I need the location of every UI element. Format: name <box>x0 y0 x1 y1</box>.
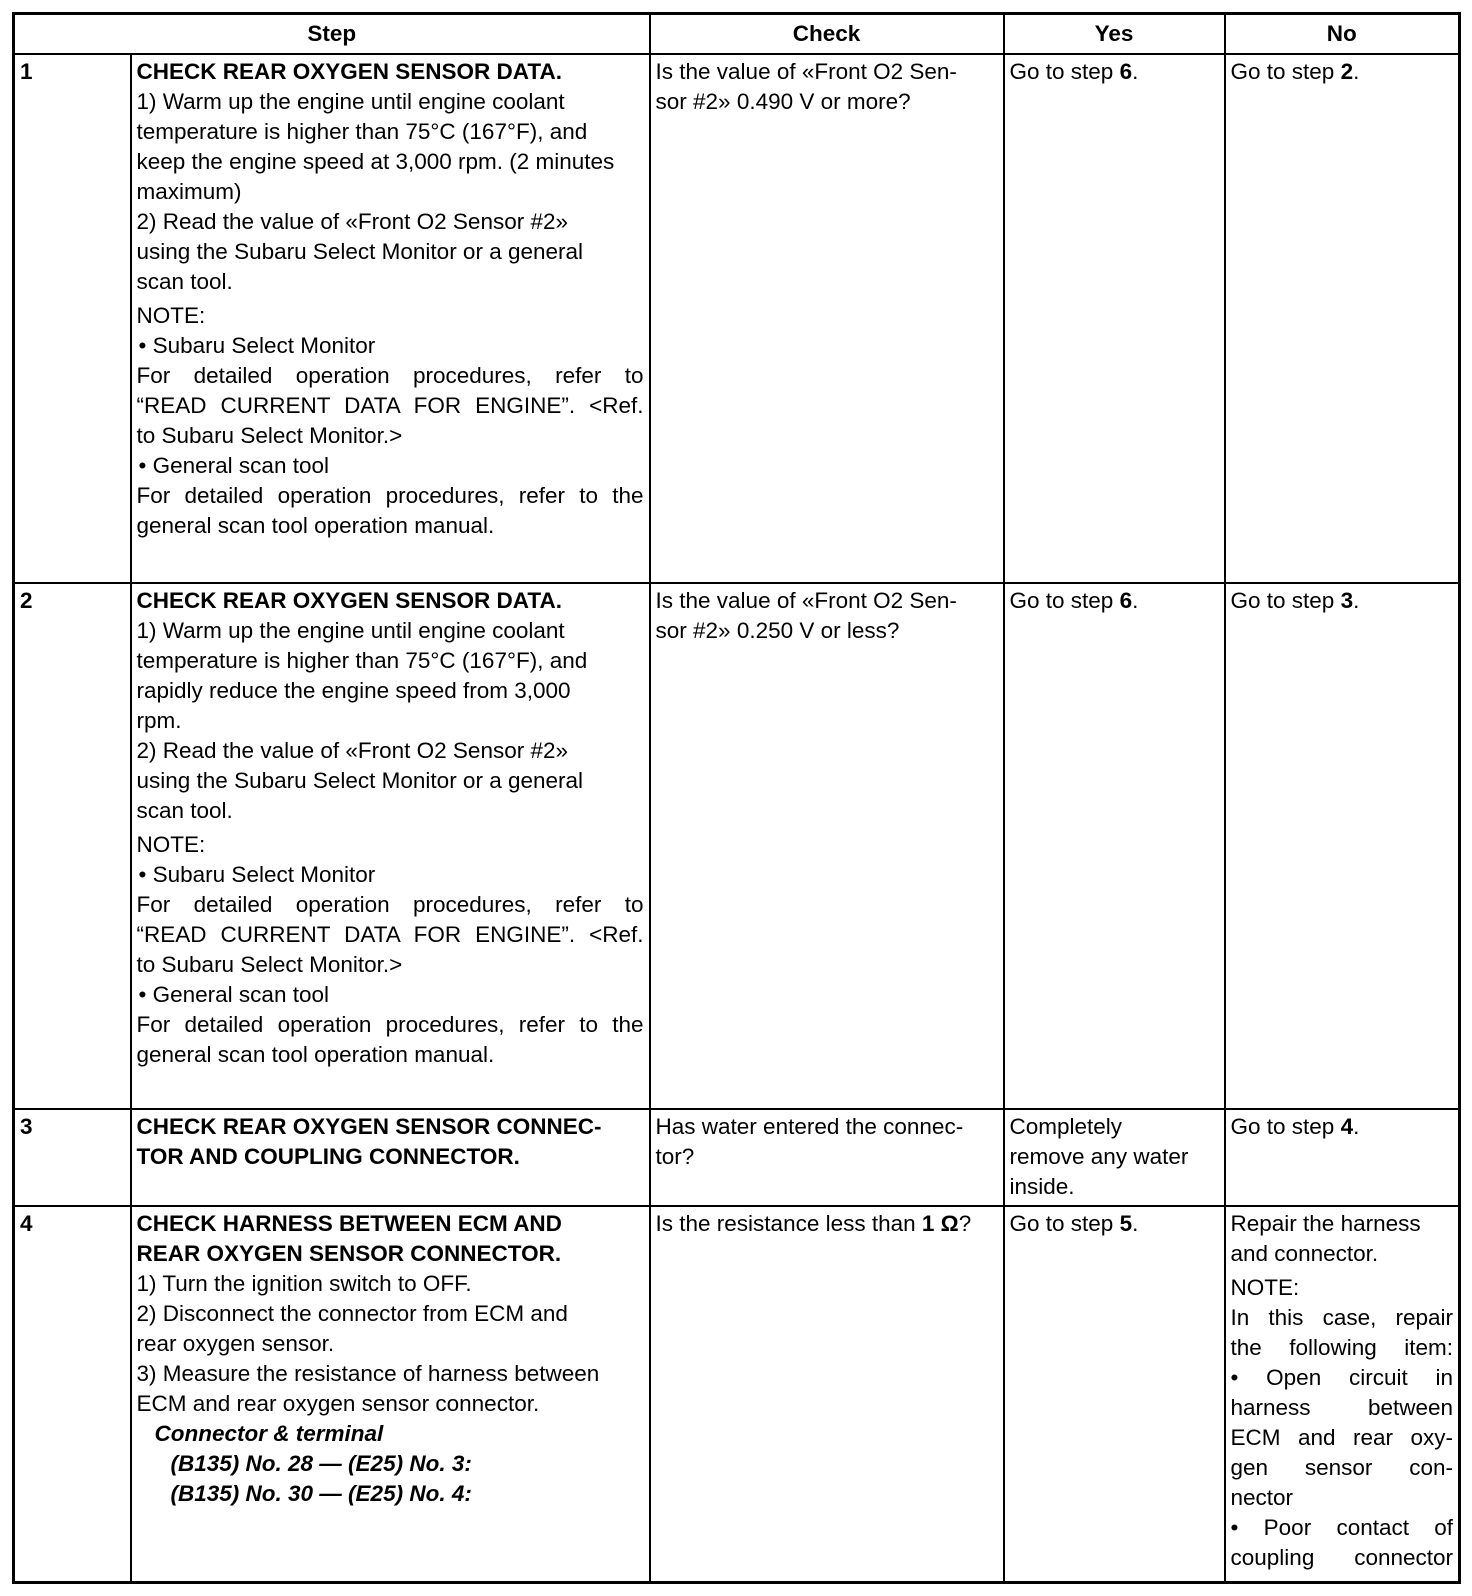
yes-text: Go to step <box>1009 59 1120 85</box>
step-number: 1 <box>14 54 131 583</box>
no-step-number: 2 <box>1340 59 1354 85</box>
connector-terminal-pair: (B135) No. 28 — (E25) No. 3: <box>170 1450 472 1476</box>
no-text: ECM and rear oxy- <box>1230 1424 1454 1450</box>
check-text: Is the value of «Front O2 Sen- <box>655 59 957 85</box>
no-text: harness between <box>1230 1394 1454 1420</box>
no-text: and connector. <box>1230 1240 1379 1266</box>
step-title: TOR AND COUPLING CONNECTOR. <box>136 1144 520 1170</box>
yes-cell <box>1004 1109 1225 1206</box>
no-step-number: 3 <box>1340 588 1354 614</box>
no-text: Repair the harness <box>1230 1210 1421 1236</box>
no-cell: Go to step 2. <box>1225 54 1460 583</box>
step-text: 2) Read the value of «Front O2 Sensor #2» <box>136 738 569 764</box>
step-text: rpm. <box>136 708 182 734</box>
table-row <box>14 1206 1460 1583</box>
yes-step-number: 6 <box>1119 59 1133 85</box>
step-text: 3) Measure the resistance of harness between <box>136 1360 600 1386</box>
check-text: tor? <box>655 1144 695 1170</box>
check-cell <box>650 1109 1004 1206</box>
step-text: 1) Warm up the engine until engine coolant <box>136 89 565 115</box>
yes-cell: Go to step 6. <box>1004 583 1225 1109</box>
step-description <box>131 583 650 1109</box>
no-text: • Open circuit in <box>1230 1364 1454 1390</box>
table-row <box>14 1109 1460 1206</box>
step-title: CHECK REAR OXYGEN SENSOR DATA. <box>136 588 562 614</box>
no-cell: Go to step 3. <box>1225 583 1460 1109</box>
yes-step-number: 5 <box>1119 1210 1133 1236</box>
no-text: Go to step <box>1230 588 1341 614</box>
connector-terminal-pair: (B135) No. 30 — (E25) No. 4: <box>170 1480 472 1506</box>
note-label: NOTE: <box>136 832 206 858</box>
connector-terminal-label: Connector & terminal <box>154 1420 384 1446</box>
no-text: Go to step <box>1230 59 1341 85</box>
no-cell <box>1225 1206 1460 1583</box>
note-bullet: • General scan tool <box>138 453 329 479</box>
no-cell: Go to step 4. <box>1225 1109 1460 1206</box>
step-text: 2) Read the value of «Front O2 Sensor #2» <box>136 209 569 235</box>
note-text: general scan tool operation manual. <box>136 1042 495 1068</box>
step-title: REAR OXYGEN SENSOR CONNECTOR. <box>136 1240 562 1266</box>
note-text: “READ CURRENT DATA FOR ENGINE”. <Ref. <box>136 393 644 419</box>
check-text: sor #2» 0.250 V or less? <box>655 618 900 644</box>
yes-cell: Go to step 5. <box>1004 1206 1225 1583</box>
step-description <box>131 1206 650 1583</box>
header-step: Step <box>14 14 650 55</box>
header-yes: Yes <box>1004 14 1225 55</box>
header-check: Check <box>650 14 1004 55</box>
step-text: 1) Warm up the engine until engine coolant <box>136 618 565 644</box>
header-no: No <box>1225 14 1460 55</box>
check-cell <box>650 1206 1004 1583</box>
step-text: temperature is higher than 75°C (167°F), and <box>136 648 588 674</box>
step-title: CHECK HARNESS BETWEEN ECM AND <box>136 1210 562 1236</box>
step-text: rapidly reduce the engine speed from 3,000 <box>136 678 571 704</box>
check-cell <box>650 583 1004 1109</box>
no-text: nector <box>1230 1484 1294 1510</box>
step-title: CHECK REAR OXYGEN SENSOR DATA. <box>136 59 562 85</box>
note-text: For detailed operation procedures, refer to <box>136 363 644 389</box>
note-text: For detailed operation procedures, refer to the <box>136 1012 644 1038</box>
yes-cell: Go to step 6. <box>1004 54 1225 583</box>
check-text: Is the value of «Front O2 Sen- <box>655 588 957 614</box>
no-text: coupling connector <box>1230 1544 1454 1570</box>
no-text: Go to step <box>1230 1114 1341 1140</box>
step-description <box>131 1109 650 1206</box>
yes-step-number: 6 <box>1119 588 1133 614</box>
check-text: Has water entered the connec- <box>655 1114 964 1140</box>
note-text: For detailed operation procedures, refer to <box>136 892 644 918</box>
note-text: “READ CURRENT DATA FOR ENGINE”. <Ref. <box>136 922 644 948</box>
step-title: CHECK REAR OXYGEN SENSOR CONNEC- <box>136 1114 602 1140</box>
note-label: NOTE: <box>136 303 206 329</box>
check-cell <box>650 54 1004 583</box>
yes-text: Go to step <box>1009 1210 1120 1236</box>
check-value: 1 Ω <box>921 1210 959 1236</box>
note-text: general scan tool operation manual. <box>136 513 495 539</box>
step-text: using the Subaru Select Monitor or a general <box>136 768 584 794</box>
step-text: scan tool. <box>136 269 233 295</box>
diagnostic-table <box>12 12 1461 1584</box>
step-text: maximum) <box>136 179 242 205</box>
check-text: sor #2» 0.490 V or more? <box>655 89 911 115</box>
yes-text: Go to step <box>1009 588 1120 614</box>
step-text: keep the engine speed at 3,000 rpm. (2 minutes <box>136 149 615 175</box>
header-row <box>14 14 1460 55</box>
table-row <box>14 54 1460 583</box>
step-text: 2) Disconnect the connector from ECM and <box>136 1300 568 1326</box>
note-bullet: • Subaru Select Monitor <box>138 862 376 888</box>
step-text: scan tool. <box>136 798 233 824</box>
step-number: 4 <box>14 1206 131 1583</box>
step-description <box>131 54 650 583</box>
no-text: • Poor contact of <box>1230 1514 1454 1540</box>
yes-text: remove any water <box>1009 1144 1189 1170</box>
step-text: rear oxygen sensor. <box>136 1330 335 1356</box>
note-text: to Subaru Select Monitor.> <box>136 952 403 978</box>
no-step-number: 4 <box>1340 1114 1354 1140</box>
table-row <box>14 583 1460 1109</box>
step-number: 3 <box>14 1109 131 1206</box>
note-text: For detailed operation procedures, refer to the <box>136 483 644 509</box>
check-text: Is the resistance less than <box>655 1210 922 1236</box>
step-text: using the Subaru Select Monitor or a general <box>136 239 584 265</box>
note-bullet: • General scan tool <box>138 982 329 1008</box>
note-text: to Subaru Select Monitor.> <box>136 423 403 449</box>
note-label: NOTE: <box>1230 1274 1300 1300</box>
no-text: gen sensor con- <box>1230 1454 1454 1480</box>
yes-text: Completely <box>1009 1114 1123 1140</box>
step-text: ECM and rear oxygen sensor connector. <box>136 1390 540 1416</box>
check-text: ? <box>958 1210 972 1236</box>
step-number: 2 <box>14 583 131 1109</box>
yes-text: inside. <box>1009 1174 1075 1200</box>
note-bullet: • Subaru Select Monitor <box>138 333 376 359</box>
no-text: In this case, repair <box>1230 1304 1454 1330</box>
step-text: 1) Turn the ignition switch to OFF. <box>136 1270 472 1296</box>
step-text: temperature is higher than 75°C (167°F), and <box>136 119 588 145</box>
no-text: the following item: <box>1230 1334 1454 1360</box>
